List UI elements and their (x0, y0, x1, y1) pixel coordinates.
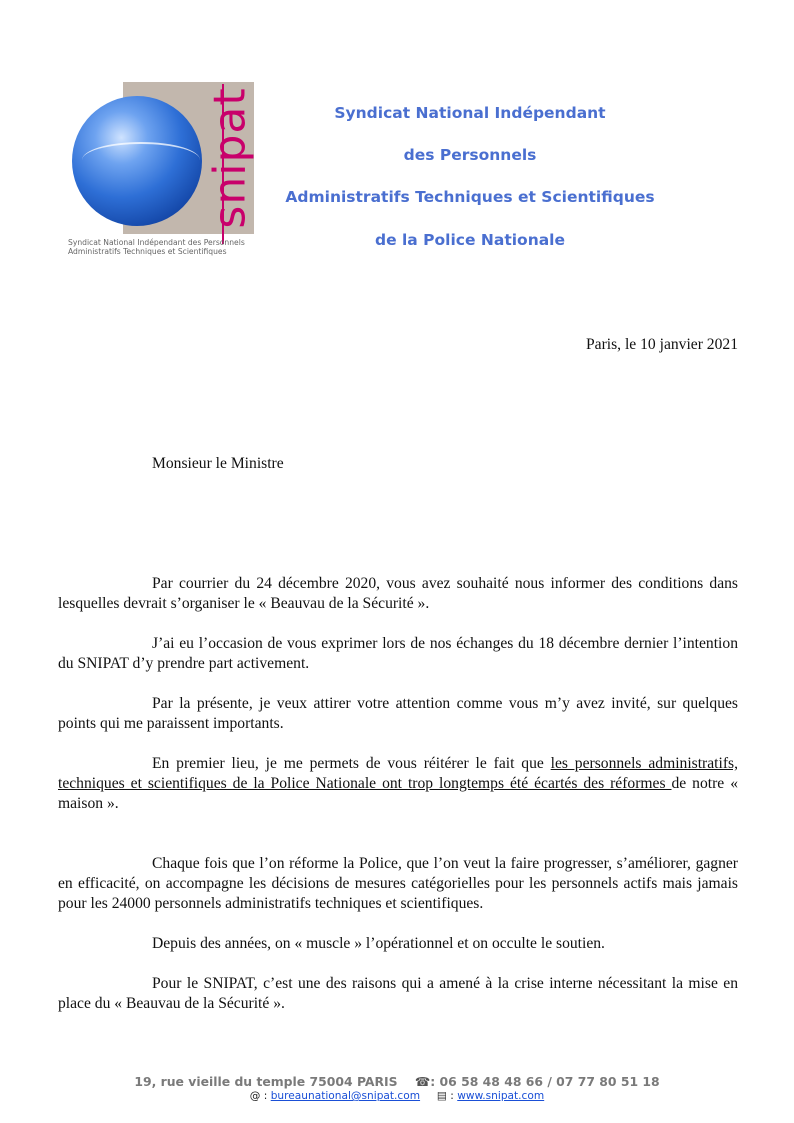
paragraph-2: J’ai eu l’occasion de vous exprimer lors de nos échanges du 18 décembre dernier l’intention du SNIPAT d’y prendre part activement. (58, 635, 738, 672)
footer-address-line (0, 1074, 794, 1089)
paragraph-3: Par la présente, je veux attirer votre attention comme vous m’y avez invité, sur quelques points qui me paraissent importants. (58, 695, 738, 732)
web-icon: ▤ (436, 1090, 447, 1102)
org-name-line-2: des Personnels (403, 146, 537, 164)
paragraph-4: En premier lieu, je me permets de vous réitérer le fait que les personnels administratifs, techniques et scientifiques de la Police Nationale ont trop longtemps été écartés des réformes de notre « maison ». (58, 755, 738, 812)
logo-swoosh (82, 142, 200, 178)
underlined-statement: les personnels administratifs, techniques et scientifiques de la Police Nationale ont trop longtemps été écartés des réformes (58, 755, 738, 792)
logo-caption: Syndicat National Indépendant des Personnels Administratifs Techniques et Scientifiques (68, 238, 245, 256)
org-name-line-4: de la Police Nationale (374, 231, 566, 249)
footer-contact-line: @ : bureaunational@snipat.com ▤ : www.snipat.com (249, 1090, 545, 1102)
footer-address: 19, rue vieille du temple 75004 PARIS (134, 1074, 398, 1089)
footer-email-prefix: @ : (249, 1090, 268, 1102)
snipat-logo (68, 82, 264, 266)
paragraph-1: Par courrier du 24 décembre 2020, vous avez souhaité nous informer des conditions dans lesquelles devrait s’organiser le « Beauvau de la Sécurité ». (58, 575, 738, 612)
footer-phone: : 06 58 48 48 66 / 07 77 80 51 18 (430, 1074, 660, 1089)
org-name-line-1: Syndicat National Indépendant (334, 104, 606, 122)
paragraph-6: Depuis des années, on « muscle » l’opérationnel et on occulte le soutien. (152, 935, 605, 952)
letter-date: Paris, le 10 janvier 2021 (585, 336, 738, 353)
logo-brand-text: snipat (204, 87, 256, 229)
org-name-line-3: Administratifs Techniques et Scientifiques (285, 188, 655, 206)
footer-email-link[interactable]: bureaunational@snipat.com (270, 1090, 421, 1102)
footer-website-link[interactable]: www.snipat.com (457, 1090, 545, 1102)
paragraph-7: Pour le SNIPAT, c’est une des raisons qui a amené à la crise interne nécessitant la mise en place du « Beauvau de la Sécurité ». (58, 975, 738, 1012)
paragraph-5: Chaque fois que l’on réforme la Police, que l’on veut la faire progresser, s’améliorer, gagner en efficacité, on accompagne les décisions de mesures catégorielles pour les personnels actifs mais jamais pour les 24000 personnels administratifs techniques et scientifiques. (58, 855, 738, 912)
telephone-icon: ☎ (414, 1074, 431, 1089)
salutation: Monsieur le Ministre (152, 455, 284, 472)
